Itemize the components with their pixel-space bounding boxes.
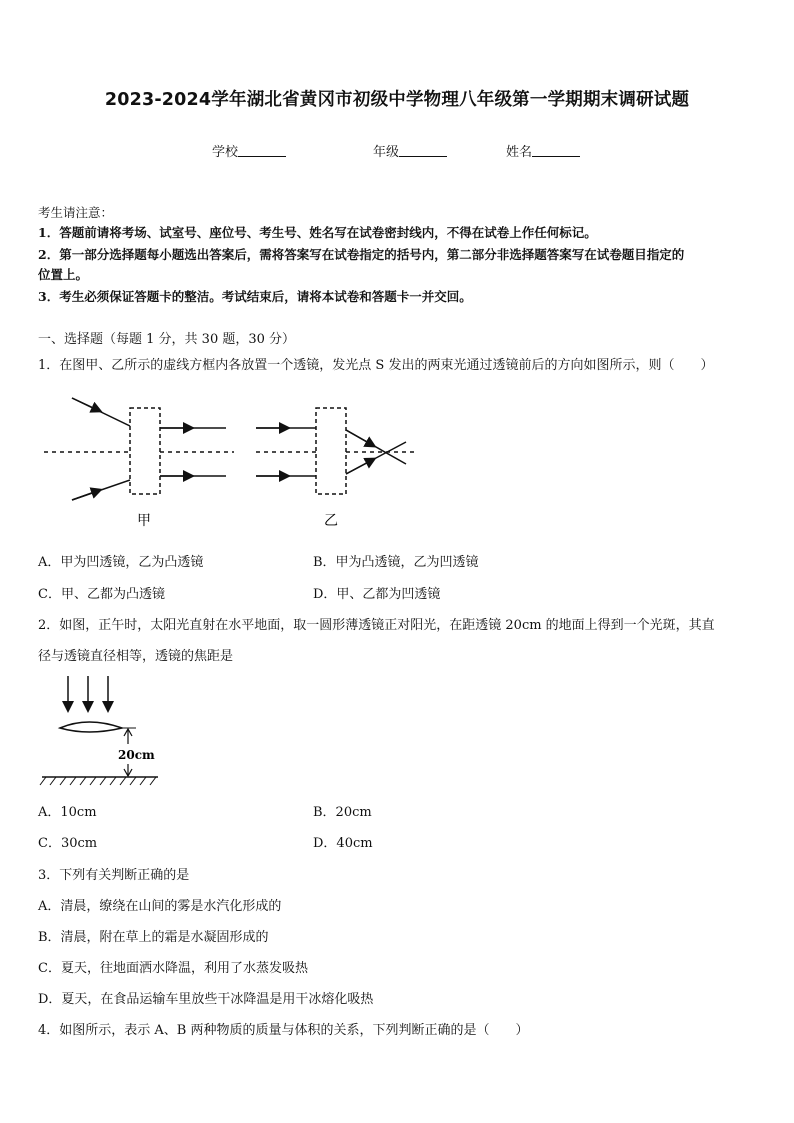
option: D．40cm xyxy=(313,836,373,851)
distance-label: 20cm xyxy=(118,748,155,762)
option: C．30cm xyxy=(38,836,98,851)
ray-arrow xyxy=(346,459,374,474)
section-heading: 一、选择题（每题 1 分，共 30 题，30 分） xyxy=(38,332,296,347)
question-1-figure xyxy=(44,388,424,533)
lens-box-yi xyxy=(316,408,346,494)
ray-arrow xyxy=(346,430,374,446)
question-2-stem: 2．如图，正午时，太阳光直射在水平地面，取一圆形薄透镜正对阳光，在距透镜 20cm 的地面上得到一个光斑，其直 xyxy=(38,618,715,633)
name-blank[interactable] xyxy=(532,144,580,157)
name-field xyxy=(506,141,580,160)
grade-field xyxy=(373,141,447,160)
option: A．甲为凹透镜，乙为凸透镜 xyxy=(38,555,204,570)
name-label: 姓名 xyxy=(506,145,533,160)
notice-item: 位置上。 xyxy=(38,267,89,282)
school-blank[interactable] xyxy=(238,144,286,157)
question-4-stem: 4．如图所示，表示 A、B 两种物质的质量与体积的关系，下列判断正确的是（ ） xyxy=(38,1023,529,1038)
option: A．10cm xyxy=(38,805,97,820)
option: B．20cm xyxy=(313,805,372,820)
notice-item: 2．第一部分选择题每小题选出答案后，需将答案写在试卷指定的括号内，第二部分非选择题答案写在试卷题目指定的 xyxy=(38,247,685,262)
option: B．清晨，附在草上的霜是水凝固形成的 xyxy=(38,930,269,945)
convex-lens xyxy=(60,722,122,732)
notice-heading: 考生请注意： xyxy=(38,205,114,220)
ray-arrow xyxy=(72,490,100,500)
page-title: 2023-2024学年湖北省黄冈市初级中学物理八年级第一学期期末调研试题 xyxy=(104,90,690,110)
option: C．甲、乙都为凸透镜 xyxy=(38,587,165,602)
ground-hatching xyxy=(40,777,156,785)
option: A．清晨，缭绕在山间的雾是水汽化形成的 xyxy=(38,899,282,914)
figure-label-jia: 甲 xyxy=(137,513,151,529)
option: B．甲为凸透镜，乙为凹透镜 xyxy=(313,555,479,570)
question-2-figure xyxy=(36,676,166,788)
notice-item: 1．答题前请将考场、试室号、座位号、考生号、姓名写在试卷密封线内，不得在试卷上作任何标记。 xyxy=(38,225,597,240)
school-label: 学校 xyxy=(212,145,239,160)
grade-label: 年级 xyxy=(373,145,400,160)
option: D．夏天，在食品运输车里放些干冰降温是用干冰熔化吸热 xyxy=(38,992,374,1007)
question-2-stem: 径与透镜直径相等，透镜的焦距是 xyxy=(38,649,234,664)
figure-label-yi: 乙 xyxy=(324,513,338,529)
option: D．甲、乙都为凹透镜 xyxy=(313,587,441,602)
lens-box-jia xyxy=(130,408,160,494)
school-field xyxy=(212,141,286,160)
grade-blank[interactable] xyxy=(399,144,447,157)
question-3-stem: 3．下列有关判断正确的是 xyxy=(38,868,190,883)
question-1-stem: 1．在图甲、乙所示的虚线方框内各放置一个透镜，发光点 S 发出的两束光通过透镜前后的方向如图所示，则（ ） xyxy=(38,358,714,373)
ray-arrow xyxy=(72,398,100,411)
option: C．夏天，往地面洒水降温，利用了水蒸发吸热 xyxy=(38,961,308,976)
notice-item: 3．考生必须保证答题卡的整洁。考试结束后，请将本试卷和答题卡一并交回。 xyxy=(38,289,472,304)
